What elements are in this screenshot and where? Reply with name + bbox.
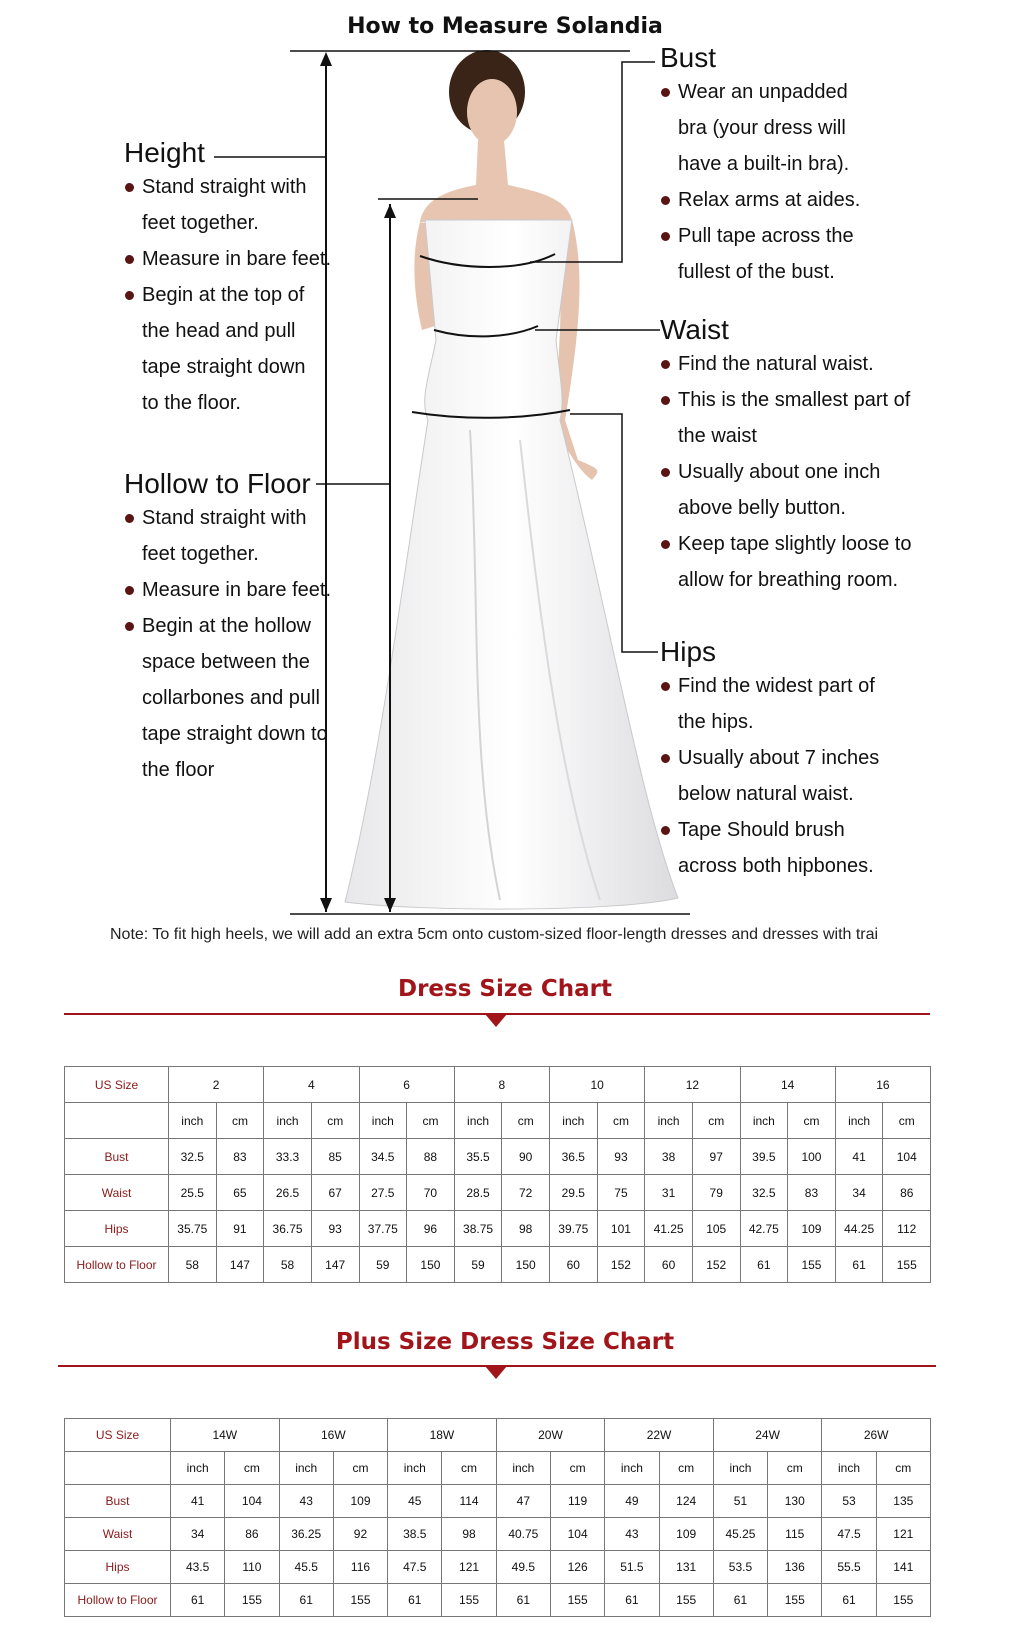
table-cell: 55.5 (822, 1551, 876, 1584)
hips-item-2: Usually about 7 inches below natural waist. (660, 740, 918, 812)
unit-inch: inch (740, 1103, 788, 1139)
unit-inch: inch (496, 1452, 550, 1485)
table-cell: 39.75 (550, 1211, 598, 1247)
unit-header-row (65, 1103, 931, 1139)
table-cell: 42.75 (740, 1211, 788, 1247)
table-cell: 45 (388, 1485, 442, 1518)
table-cell: 53 (822, 1485, 876, 1518)
size-header: 4 (264, 1067, 359, 1103)
table-cell: 124 (659, 1485, 713, 1518)
waist-item-4: Keep tape slightly loose to allow for breathing room. (660, 526, 923, 598)
table-cell: 43.5 (171, 1551, 225, 1584)
table-cell: 98 (502, 1211, 550, 1247)
page-title: How to Measure Solandia (347, 14, 663, 39)
empty-cell (65, 1452, 171, 1485)
table-cell: 31 (645, 1175, 693, 1211)
neck-shoulders (420, 140, 572, 222)
plus-chart-pointer (485, 1366, 507, 1379)
unit-cm: cm (311, 1103, 359, 1139)
row-label: Hips (65, 1211, 169, 1247)
unit-cm: cm (692, 1103, 740, 1139)
table-cell: 32.5 (169, 1139, 217, 1175)
table-cell: 35.75 (169, 1211, 217, 1247)
table-cell: 53.5 (713, 1551, 767, 1584)
table-cell: 130 (768, 1485, 822, 1518)
hips-heading: Hips (660, 636, 717, 667)
row-label: Waist (65, 1518, 171, 1551)
size-header-row (65, 1067, 931, 1103)
hips-item-3: Tape Should brush across both hipbones. (660, 812, 908, 884)
unit-cm: cm (225, 1452, 279, 1485)
table-cell: 70 (407, 1175, 455, 1211)
table-cell: 41 (171, 1485, 225, 1518)
table-cell: 49 (605, 1485, 659, 1518)
size-header: 26W (822, 1419, 931, 1452)
table-cell: 91 (216, 1211, 264, 1247)
bust-item-3: Pull tape across the fullest of the bust. (660, 218, 878, 290)
table-cell: 115 (768, 1518, 822, 1551)
table-cell: 47.5 (822, 1518, 876, 1551)
unit-cm: cm (597, 1103, 645, 1139)
table-cell: 79 (692, 1175, 740, 1211)
size-header: 14 (740, 1067, 835, 1103)
bust-section (660, 42, 918, 290)
table-cell: 59 (359, 1247, 407, 1283)
dress-chart-pointer (485, 1014, 507, 1027)
table-cell: 131 (659, 1551, 713, 1584)
table-cell: 45.25 (713, 1518, 767, 1551)
unit-inch: inch (359, 1103, 407, 1139)
row-label: Hollow to Floor (65, 1247, 169, 1283)
table-cell: 105 (692, 1211, 740, 1247)
size-header: 18W (388, 1419, 497, 1452)
table-cell: 34 (171, 1518, 225, 1551)
table-cell: 155 (225, 1584, 279, 1617)
hollow-section (124, 468, 347, 788)
table-cell: 93 (597, 1139, 645, 1175)
table-cell: 37.75 (359, 1211, 407, 1247)
table-cell: 51 (713, 1485, 767, 1518)
unit-inch: inch (264, 1103, 312, 1139)
size-header: 20W (496, 1419, 605, 1452)
table-cell: 49.5 (496, 1551, 550, 1584)
table-cell: 114 (442, 1485, 496, 1518)
table-cell: 61 (740, 1247, 788, 1283)
table-cell: 100 (788, 1139, 836, 1175)
table-cell: 101 (597, 1211, 645, 1247)
table-cell: 34.5 (359, 1139, 407, 1175)
table-cell: 93 (311, 1211, 359, 1247)
bust-heading: Bust (660, 42, 717, 73)
unit-cm: cm (788, 1103, 836, 1139)
dress-chart-title: Dress Size Chart (398, 976, 612, 1002)
unit-inch: inch (822, 1452, 876, 1485)
table-cell: 36.5 (550, 1139, 598, 1175)
height-heading: Height (124, 137, 205, 168)
table-cell: 121 (442, 1551, 496, 1584)
table-cell: 126 (550, 1551, 604, 1584)
row-label: Bust (65, 1139, 169, 1175)
table-cell: 155 (659, 1584, 713, 1617)
size-header: 22W (605, 1419, 714, 1452)
unit-cm: cm (442, 1452, 496, 1485)
us-size-label: US Size (65, 1067, 169, 1103)
table-cell: 141 (876, 1551, 930, 1584)
table-cell: 116 (333, 1551, 387, 1584)
table-cell: 155 (550, 1584, 604, 1617)
plus-chart-title: Plus Size Dress Size Chart (335, 1329, 675, 1355)
table-cell: 47.5 (388, 1551, 442, 1584)
table-cell: 35.5 (454, 1139, 502, 1175)
table-cell: 83 (216, 1139, 264, 1175)
table-cell: 150 (502, 1247, 550, 1283)
table-cell: 36.75 (264, 1211, 312, 1247)
plus-size-table (64, 1418, 931, 1617)
unit-cm: cm (659, 1452, 713, 1485)
size-header: 12 (645, 1067, 740, 1103)
table-cell: 150 (407, 1247, 455, 1283)
gown (345, 220, 678, 909)
table-cell: 119 (550, 1485, 604, 1518)
table-cell: 155 (788, 1247, 836, 1283)
table-cell: 155 (876, 1584, 930, 1617)
unit-cm: cm (407, 1103, 455, 1139)
table-cell: 104 (225, 1485, 279, 1518)
table-cell: 27.5 (359, 1175, 407, 1211)
table-cell: 109 (788, 1211, 836, 1247)
table-cell: 36.25 (279, 1518, 333, 1551)
row-label: Hollow to Floor (65, 1584, 171, 1617)
table-cell: 61 (388, 1584, 442, 1617)
table-row (65, 1139, 931, 1175)
table-cell: 60 (550, 1247, 598, 1283)
waist-item-3: Usually about one inch above belly button. (660, 454, 918, 526)
table-cell: 60 (645, 1247, 693, 1283)
height-section (124, 137, 347, 421)
table-cell: 61 (171, 1584, 225, 1617)
table-cell: 85 (311, 1139, 359, 1175)
table-cell: 47 (496, 1485, 550, 1518)
table-cell: 38.75 (454, 1211, 502, 1247)
unit-inch: inch (171, 1452, 225, 1485)
table-cell: 41 (835, 1139, 883, 1175)
table-cell: 109 (333, 1485, 387, 1518)
unit-cm: cm (883, 1103, 931, 1139)
unit-inch: inch (835, 1103, 883, 1139)
empty-cell (65, 1103, 169, 1139)
hollow-item-3: Begin at the hollow space between the collarbones and pull tape straight down to the floor (124, 608, 342, 788)
table-cell: 86 (225, 1518, 279, 1551)
waist-heading: Waist (660, 314, 729, 345)
table-cell: 38 (645, 1139, 693, 1175)
unit-cm: cm (502, 1103, 550, 1139)
hollow-item-1: Stand straight with feet together. (124, 500, 332, 572)
unit-cm: cm (333, 1452, 387, 1485)
table-cell: 44.25 (835, 1211, 883, 1247)
table-cell: 58 (264, 1247, 312, 1283)
table-cell: 155 (442, 1584, 496, 1617)
table-cell: 88 (407, 1139, 455, 1175)
table-cell: 96 (407, 1211, 455, 1247)
waist-item-2: This is the smallest part of the waist (660, 382, 918, 454)
unit-inch: inch (454, 1103, 502, 1139)
table-cell: 32.5 (740, 1175, 788, 1211)
face (467, 79, 517, 145)
table-cell: 109 (659, 1518, 713, 1551)
table-row (65, 1584, 931, 1617)
bust-item-1: Wear an unpadded bra (your dress will have a built-in bra). (660, 74, 863, 182)
table-cell: 29.5 (550, 1175, 598, 1211)
bust-item-2: Relax arms at aides. (660, 182, 918, 218)
table-cell: 155 (883, 1247, 931, 1283)
size-header: 8 (454, 1067, 549, 1103)
table-cell: 43 (605, 1518, 659, 1551)
table-cell: 135 (876, 1485, 930, 1518)
heels-note: Note: To fit high heels, we will add an extra 5cm onto custom-sized floor-length dresses and dresses with trai (110, 926, 879, 943)
table-cell: 98 (442, 1518, 496, 1551)
size-header: 16 (835, 1067, 930, 1103)
size-header: 2 (169, 1067, 264, 1103)
table-cell: 110 (225, 1551, 279, 1584)
hips-section (660, 636, 918, 884)
table-cell: 136 (768, 1551, 822, 1584)
row-label: Bust (65, 1485, 171, 1518)
hollow-item-2: Measure in bare feet. (124, 572, 347, 608)
table-cell: 61 (835, 1247, 883, 1283)
hips-item-1: Find the widest part of the hips. (660, 668, 908, 740)
table-cell: 83 (788, 1175, 836, 1211)
table-cell: 92 (333, 1518, 387, 1551)
waist-item-1: Find the natural waist. (660, 346, 938, 382)
table-cell: 72 (502, 1175, 550, 1211)
table-cell: 104 (550, 1518, 604, 1551)
table-cell: 33.3 (264, 1139, 312, 1175)
us-size-label: US Size (65, 1419, 171, 1452)
table-cell: 152 (692, 1247, 740, 1283)
table-cell: 75 (597, 1175, 645, 1211)
table-cell: 112 (883, 1211, 931, 1247)
table-cell: 155 (333, 1584, 387, 1617)
size-header: 10 (550, 1067, 645, 1103)
table-cell: 147 (311, 1247, 359, 1283)
height-item-2: Measure in bare feet. (124, 241, 347, 277)
table-cell: 61 (279, 1584, 333, 1617)
table-row (65, 1175, 931, 1211)
table-cell: 25.5 (169, 1175, 217, 1211)
table-cell: 43 (279, 1485, 333, 1518)
table-row (65, 1551, 931, 1584)
unit-cm: cm (876, 1452, 930, 1485)
table-cell: 40.75 (496, 1518, 550, 1551)
hollow-heading: Hollow to Floor (124, 468, 311, 499)
unit-inch: inch (388, 1452, 442, 1485)
table-row (65, 1247, 931, 1283)
table-row (65, 1518, 931, 1551)
table-cell: 39.5 (740, 1139, 788, 1175)
unit-cm: cm (216, 1103, 264, 1139)
unit-inch: inch (605, 1452, 659, 1485)
table-cell: 86 (883, 1175, 931, 1211)
height-item-3: Begin at the top of the head and pull tape straight down to the floor. (124, 277, 322, 421)
table-cell: 61 (822, 1584, 876, 1617)
size-header: 24W (713, 1419, 822, 1452)
unit-cm: cm (550, 1452, 604, 1485)
table-cell: 104 (883, 1139, 931, 1175)
table-cell: 67 (311, 1175, 359, 1211)
table-cell: 97 (692, 1139, 740, 1175)
unit-inch: inch (645, 1103, 693, 1139)
table-cell: 26.5 (264, 1175, 312, 1211)
size-header-row (65, 1419, 931, 1452)
size-header: 14W (171, 1419, 280, 1452)
table-cell: 61 (496, 1584, 550, 1617)
unit-cm: cm (768, 1452, 822, 1485)
height-item-1: Stand straight with feet together. (124, 169, 317, 241)
table-cell: 147 (216, 1247, 264, 1283)
row-label: Hips (65, 1551, 171, 1584)
table-cell: 34 (835, 1175, 883, 1211)
table-cell: 65 (216, 1175, 264, 1211)
table-cell: 59 (454, 1247, 502, 1283)
waist-section (660, 314, 938, 598)
unit-inch: inch (713, 1452, 767, 1485)
unit-inch: inch (550, 1103, 598, 1139)
table-cell: 90 (502, 1139, 550, 1175)
table-cell: 61 (713, 1584, 767, 1617)
unit-header-row (65, 1452, 931, 1485)
row-label: Waist (65, 1175, 169, 1211)
table-cell: 152 (597, 1247, 645, 1283)
dress-size-table (64, 1066, 931, 1283)
table-cell: 28.5 (454, 1175, 502, 1211)
table-cell: 58 (169, 1247, 217, 1283)
size-header: 6 (359, 1067, 454, 1103)
unit-inch: inch (279, 1452, 333, 1485)
table-row (65, 1485, 931, 1518)
table-cell: 38.5 (388, 1518, 442, 1551)
table-row (65, 1211, 931, 1247)
table-cell: 155 (768, 1584, 822, 1617)
table-cell: 121 (876, 1518, 930, 1551)
table-cell: 61 (605, 1584, 659, 1617)
unit-inch: inch (169, 1103, 217, 1139)
size-header: 16W (279, 1419, 388, 1452)
table-cell: 51.5 (605, 1551, 659, 1584)
table-cell: 45.5 (279, 1551, 333, 1584)
table-cell: 41.25 (645, 1211, 693, 1247)
